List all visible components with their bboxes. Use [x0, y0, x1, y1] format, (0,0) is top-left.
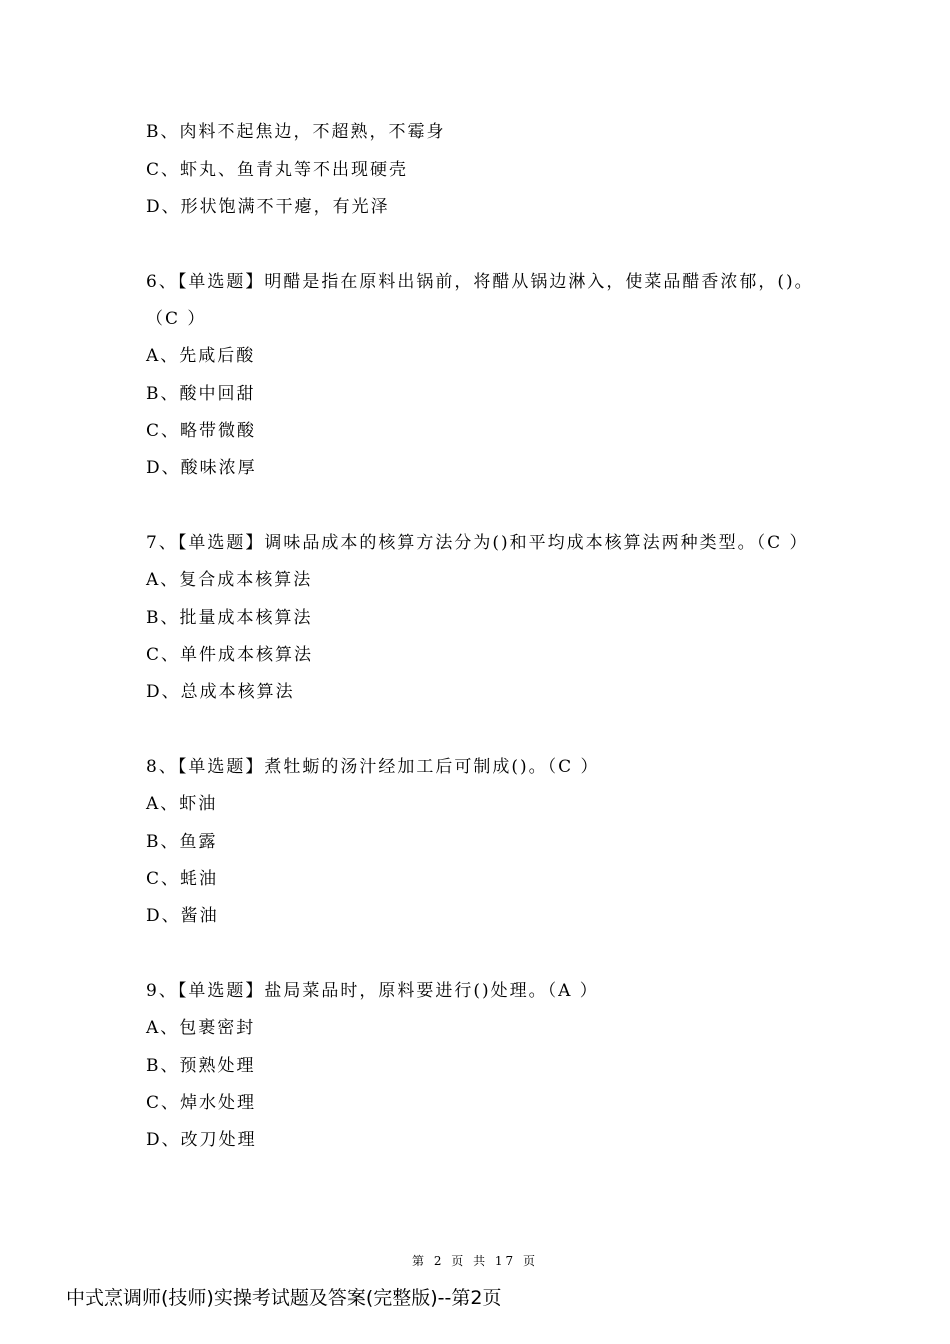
option-d-q6: D、酸味浓厚: [146, 458, 257, 478]
question-6-answer: （C ）: [146, 309, 207, 329]
option-d-q9: D、改刀处理: [146, 1130, 257, 1150]
option-d-q8: D、酱油: [146, 906, 219, 926]
document-title: 中式烹调师(技师)实操考试题及答案(完整版)--第2页: [66, 1287, 502, 1309]
option-b-q8: B、鱼露: [146, 832, 218, 852]
option-c-q6: C、略带微酸: [146, 421, 257, 441]
option-d-q7: D、总成本核算法: [146, 682, 295, 702]
option-b-q9: B、预熟处理: [146, 1056, 256, 1076]
option-c-q5: C、虾丸、鱼青丸等不出现硬壳: [146, 160, 409, 180]
option-a-q7: A、复合成本核算法: [146, 570, 313, 590]
option-b-q7: B、批量成本核算法: [146, 608, 313, 628]
question-7-text: 7、【单选题】调味品成本的核算方法分为()和平均成本核算法两种类型。（C ）: [146, 533, 809, 553]
question-9-text: 9、【单选题】盐局菜品时，原料要进行()处理。（A ）: [146, 981, 599, 1001]
question-8-text: 8、【单选题】煮牡蛎的汤汁经加工后可制成()。（C ）: [146, 757, 600, 777]
option-d-q5: D、形状饱满不干瘪，有光泽: [146, 197, 390, 217]
option-a-q9: A、包裹密封: [146, 1018, 256, 1038]
page-number: 第 2 页 共 17 页: [412, 1254, 538, 1268]
option-b-q5: B、肉料不起焦边，不超熟，不霉身: [146, 122, 446, 142]
question-6-text: 6、【单选题】明醋是指在原料出锅前，将醋从锅边淋入，使菜品醋香浓郁，()。: [146, 272, 814, 292]
option-a-q8: A、虾油: [146, 794, 218, 814]
option-c-q9: C、焯水处理: [146, 1093, 257, 1113]
option-b-q6: B、酸中回甜: [146, 384, 256, 404]
option-a-q6: A、先咸后酸: [146, 346, 256, 366]
option-c-q7: C、单件成本核算法: [146, 645, 314, 665]
option-c-q8: C、蚝油: [146, 869, 219, 889]
